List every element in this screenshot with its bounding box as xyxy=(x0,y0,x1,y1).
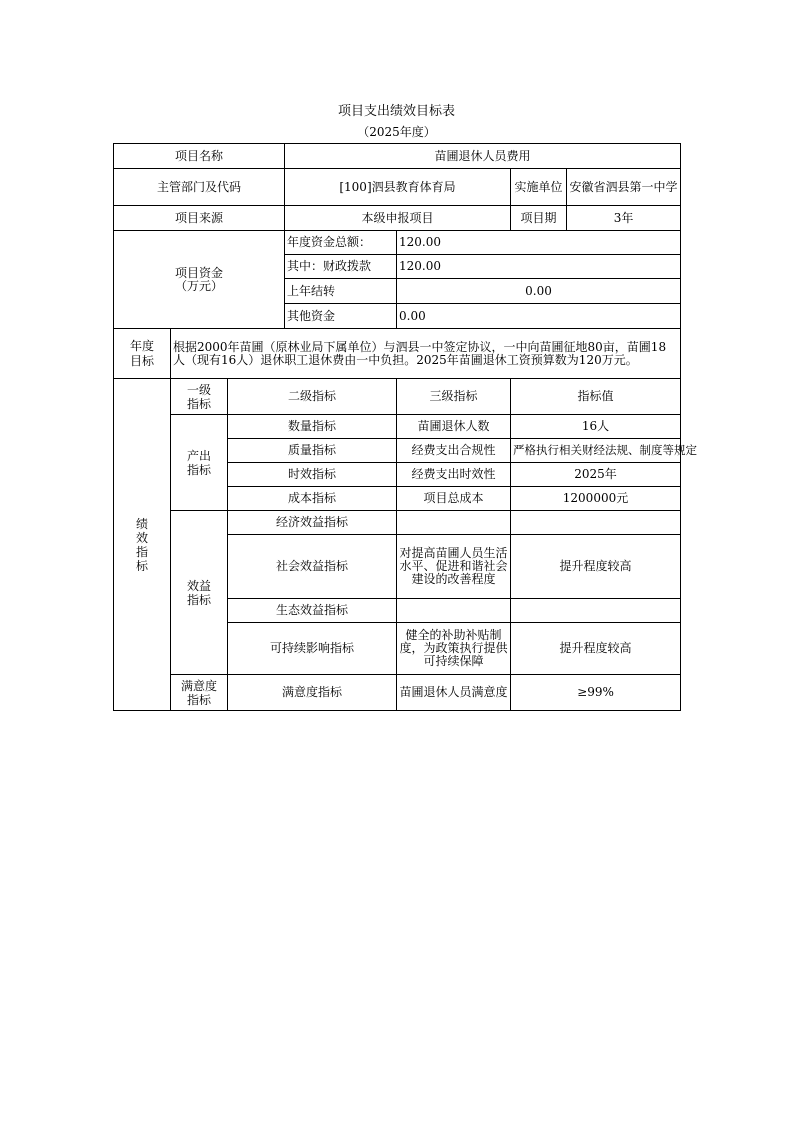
benefit-value xyxy=(511,511,681,535)
output-l3: 苗圃退休人数 xyxy=(397,415,511,439)
funds-label-line2: （万元） xyxy=(174,278,223,293)
period-value: 3年 xyxy=(567,206,681,231)
funds-carryover-value: 0.00 xyxy=(397,279,681,304)
benefit-l3 xyxy=(397,511,511,535)
goal-text: 根据2000年苗圃（原林业局下属单位）与泗县一中签定协议，一中向苗圃征地80亩，苗圃18人（现有16人）退休职工退休费由一中负担。2025年苗圃退休工资预算数为120万元。 xyxy=(171,329,681,379)
benefit-value: 提升程度较高 xyxy=(511,623,681,675)
funds-label-line1: 项目资金 xyxy=(174,265,223,280)
performance-target-table xyxy=(113,143,697,711)
benefit-indicators-label: 效益指标 xyxy=(171,511,228,675)
project-name-label: 项目名称 xyxy=(114,144,285,169)
dept-value: [100]泗县教育体育局 xyxy=(285,169,511,206)
table-row xyxy=(114,415,681,439)
table-row xyxy=(114,675,681,711)
output-l3: 项目总成本 xyxy=(397,487,511,511)
satisfaction-indicators-label: 满意度指标 xyxy=(171,675,228,711)
output-l2: 质量指标 xyxy=(228,439,397,463)
row-source xyxy=(114,206,681,231)
satisfaction-value: ≥99% xyxy=(511,675,681,711)
project-name-value: 苗圃退休人员费用 xyxy=(285,144,681,169)
page-subtitle: （2025年度） xyxy=(357,125,436,139)
row-annual-goal xyxy=(114,329,681,379)
funds-total-value: 120.00 xyxy=(397,231,681,255)
header-level3: 三级指标 xyxy=(397,379,511,415)
output-l2: 时效指标 xyxy=(228,463,397,487)
header-value: 指标值 xyxy=(511,379,681,415)
output-l3: 经费支出时效性 xyxy=(397,463,511,487)
output-l2: 数量指标 xyxy=(228,415,397,439)
source-value: 本级申报项目 xyxy=(285,206,511,231)
funds-label xyxy=(114,231,285,329)
output-value: 16人 xyxy=(511,415,681,439)
benefit-l3: 健全的补助补贴制度，为政策执行提供可持续保障 xyxy=(397,623,511,675)
dept-label: 主管部门及代码 xyxy=(114,169,285,206)
output-l2: 成本指标 xyxy=(228,487,397,511)
benefit-l2: 生态效益指标 xyxy=(228,599,397,623)
benefit-l3: 对提高苗圃人员生活水平、促进和谐社会建设的改善程度 xyxy=(397,535,511,599)
benefit-l2: 可持续影响指标 xyxy=(228,623,397,675)
benefit-l2: 社会效益指标 xyxy=(228,535,397,599)
output-value: 严格执行相关财经法规、制度等规定 xyxy=(511,439,681,463)
funds-fiscal-label: 其中：财政拨款 xyxy=(285,255,397,279)
table-row xyxy=(114,511,681,535)
funds-other-value: 0.00 xyxy=(397,304,681,329)
output-value: 2025年 xyxy=(511,463,681,487)
output-indicators-label: 产出指标 xyxy=(171,415,228,511)
row-project-name xyxy=(114,144,681,169)
header-level2: 二级指标 xyxy=(228,379,397,415)
impl-unit-value: 安徽省泗县第一中学 xyxy=(567,169,681,206)
benefit-l2: 经济效益指标 xyxy=(228,511,397,535)
row-indicators-header xyxy=(114,379,681,415)
benefit-value: 提升程度较高 xyxy=(511,535,681,599)
page-title: 项目支出绩效目标表 xyxy=(337,104,455,119)
goal-label: 年度目标 xyxy=(114,329,171,379)
row-funds-total xyxy=(114,231,681,255)
output-value: 1200000元 xyxy=(511,487,681,511)
funds-other-label: 其他资金 xyxy=(285,304,397,329)
impl-unit-label: 实施单位 xyxy=(511,169,567,206)
header-level1: 一级指标 xyxy=(171,379,228,415)
row-department xyxy=(114,169,681,206)
output-l3: 经费支出合规性 xyxy=(397,439,511,463)
period-label: 项目期 xyxy=(511,206,567,231)
benefit-l3 xyxy=(397,599,511,623)
indicators-group-label: 绩效指标 xyxy=(114,379,171,711)
funds-fiscal-value: 120.00 xyxy=(397,255,681,279)
satisfaction-l3: 苗圃退休人员满意度 xyxy=(397,675,511,711)
source-label: 项目来源 xyxy=(114,206,285,231)
satisfaction-l2: 满意度指标 xyxy=(228,675,397,711)
funds-carryover-label: 上年结转 xyxy=(285,279,397,304)
benefit-value xyxy=(511,599,681,623)
funds-total-label: 年度资金总额： xyxy=(285,231,397,255)
